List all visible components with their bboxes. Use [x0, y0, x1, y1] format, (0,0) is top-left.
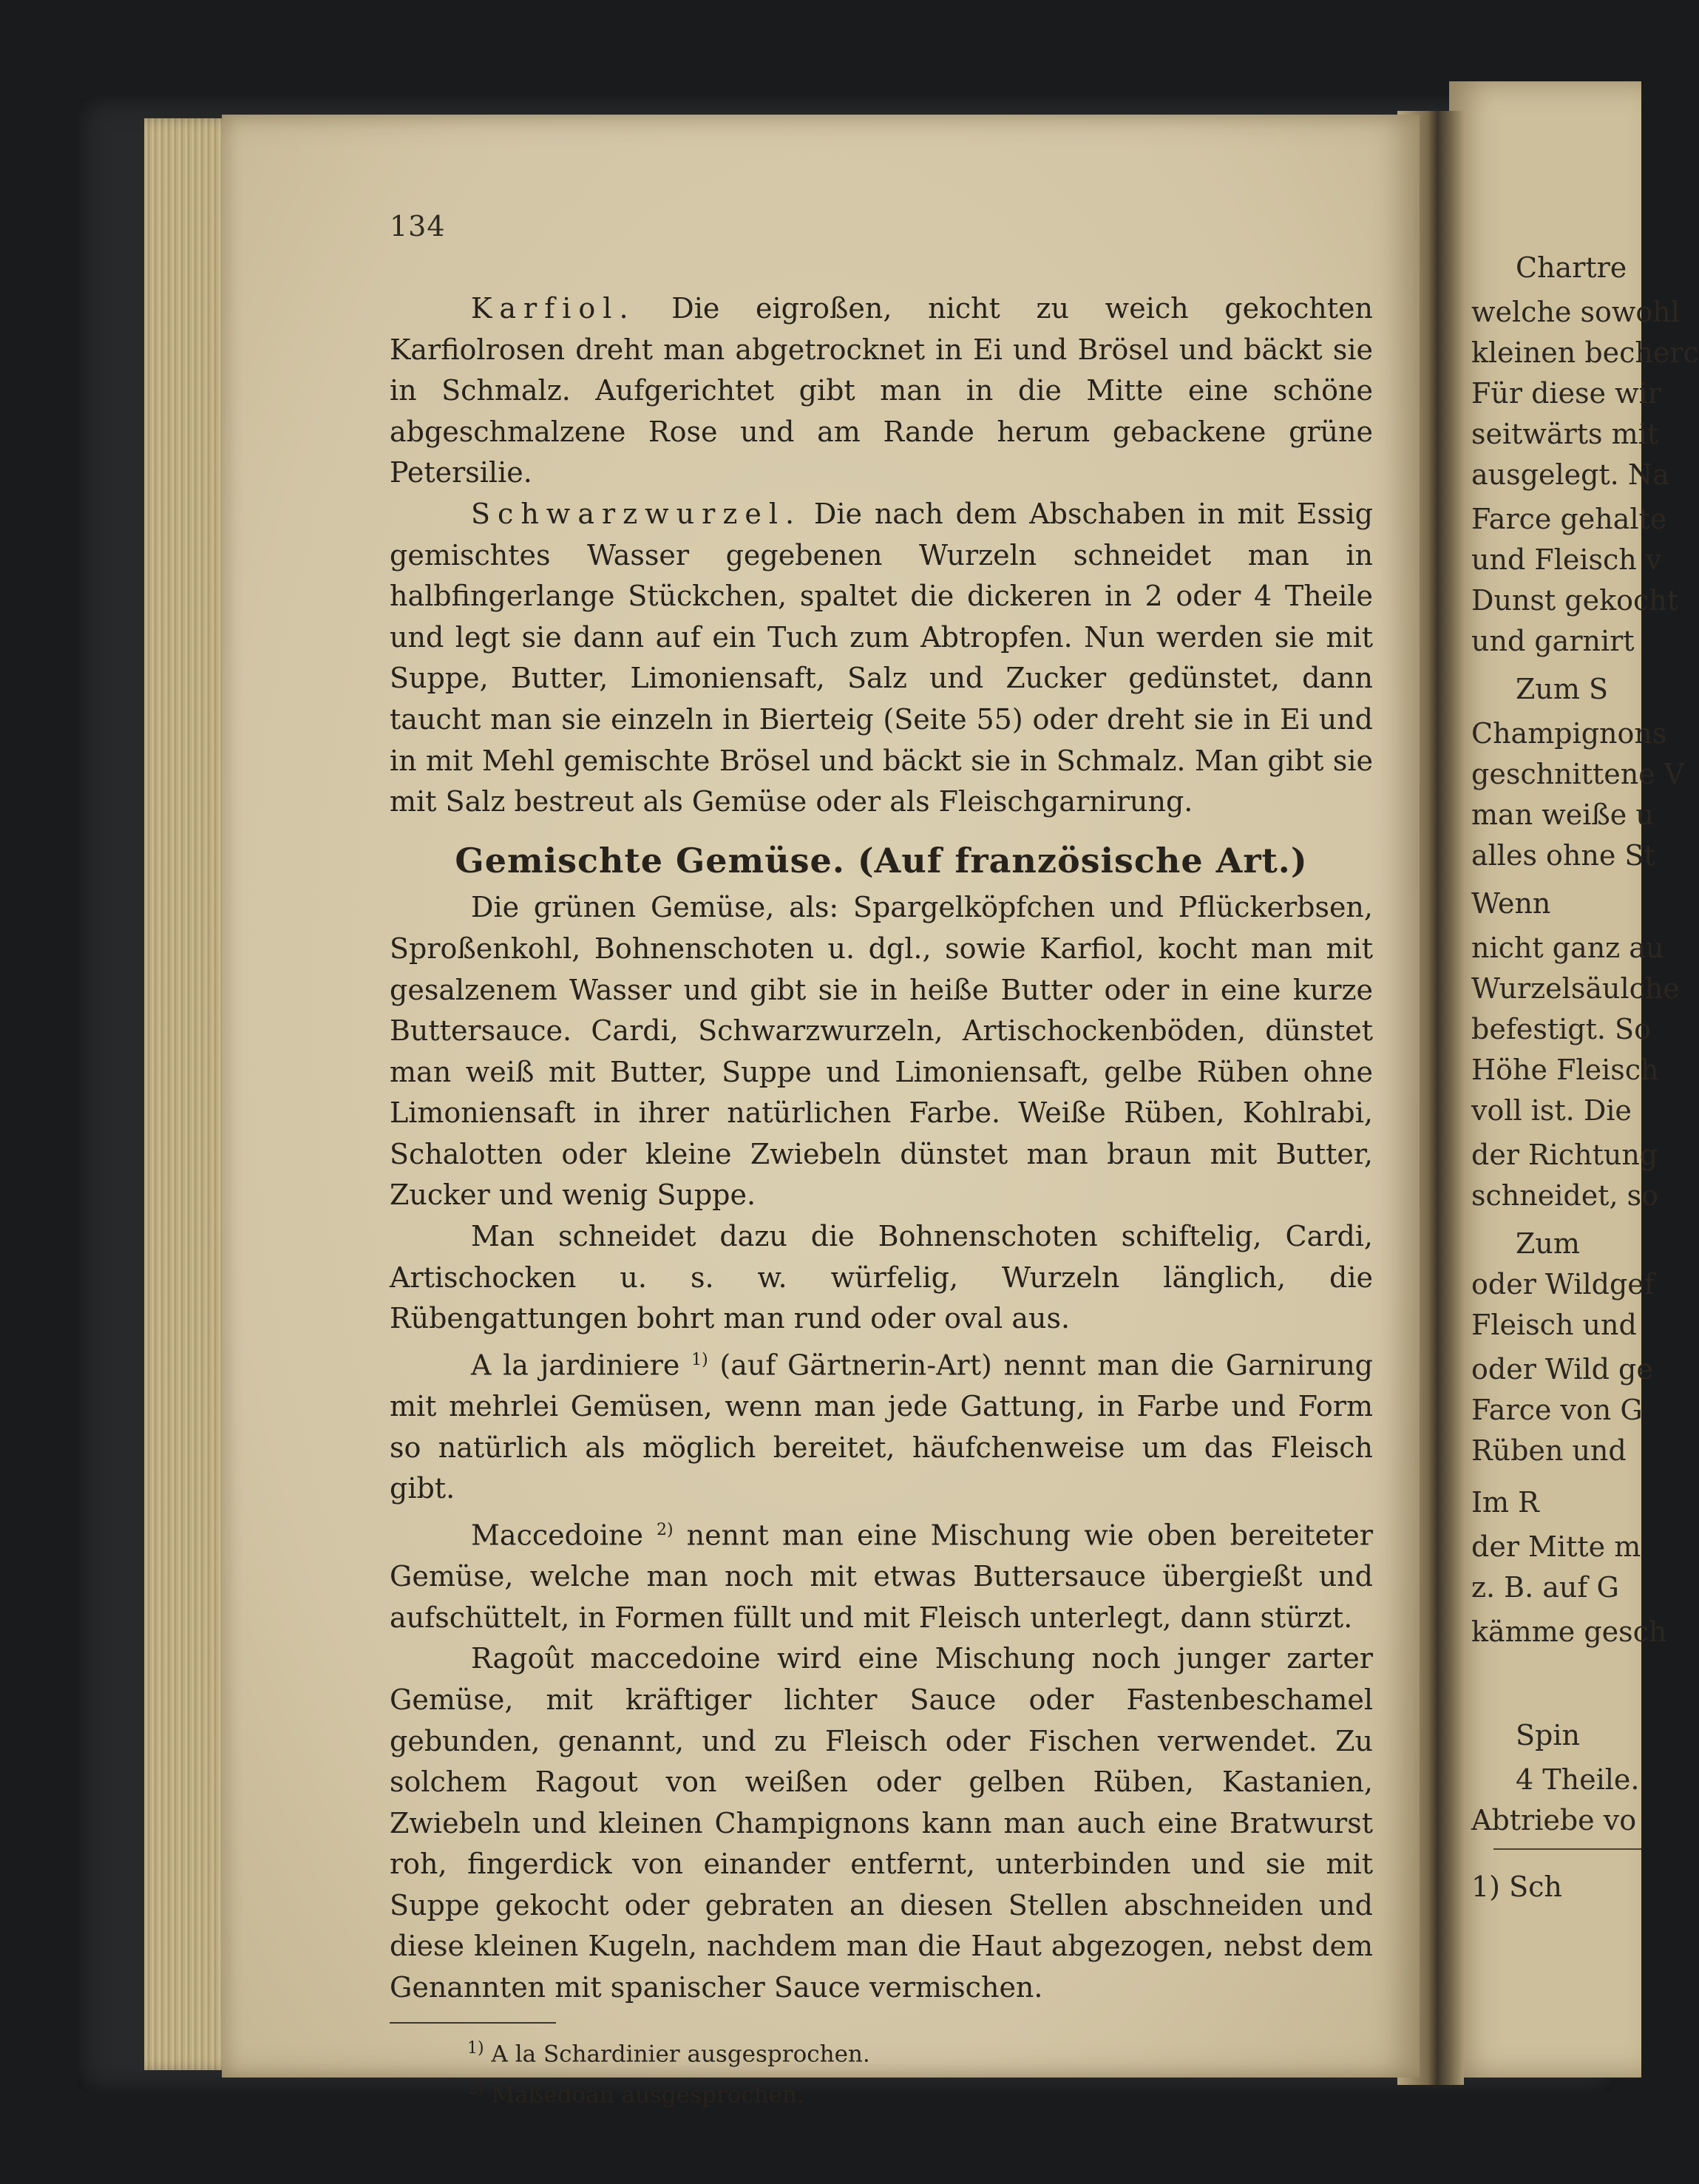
- right-page-line: der Mitte m: [1471, 1530, 1641, 1563]
- right-page-line: Wurzelsäulche: [1471, 972, 1680, 1005]
- paragraph-text: (auf Gärtnerin-Art) nennt man die Garnirung mit mehrlei Gemüsen, wenn man jede Gattung, in Farbe und Form so natürlich als möglich bereitet, häufchenweise um das Fleisch gibt.: [390, 1349, 1373, 1505]
- right-page-line: Farce gehalte: [1471, 503, 1667, 535]
- right-page-line: kämme gesch: [1471, 1615, 1667, 1648]
- right-page-line: Fleisch und: [1471, 1309, 1637, 1341]
- right-page-line: Wenn: [1471, 887, 1551, 920]
- term-ragout: Ragoût maccedoine: [471, 1642, 761, 1675]
- right-page-line: man weiße u: [1471, 798, 1654, 831]
- paragraph-text: nennt man eine Mischung wie oben bereiteter Gemüse, welche man noch mit etwas Buttersauce übergießt und aufschüttelt, in Formen füllt und mit Fleisch unterlegt, dann stürzt.: [390, 1519, 1373, 1634]
- right-page-line: der Richtung: [1471, 1139, 1658, 1171]
- footnote-ref-2: 2): [656, 1520, 674, 1539]
- paragraph-text: Die eigroßen, nicht zu weich gekochten Karfiolrosen dreht man abgetrocknet in Ei und Brösel und bäckt sie in Schmalz. Aufgerichtet gibt man in die Mitte eine schöne abgeschmalzene Rose und am Rande herum gebackene grüne Petersilie.: [390, 292, 1373, 489]
- right-page-line: Abtriebe vo: [1471, 1804, 1637, 1837]
- page-number: 134: [390, 210, 446, 243]
- right-page-line: oder Wildgef: [1471, 1268, 1655, 1300]
- right-page-line: Zum S: [1516, 673, 1609, 705]
- right-page: [1449, 81, 1699, 2078]
- term-macedoine: Maccedoine: [471, 1519, 643, 1552]
- right-page-line: Zum: [1516, 1227, 1580, 1260]
- right-page-line: schneidet, so: [1471, 1179, 1658, 1212]
- right-page-line: geschnittene V: [1471, 758, 1685, 790]
- right-page-line: Chartre: [1516, 251, 1627, 284]
- footnote-ref-1: 1): [691, 1350, 708, 1369]
- right-page-line: 1) Sch: [1471, 1871, 1562, 1903]
- paragraph-jardiniere: [390, 1340, 1373, 1510]
- right-page-line: Für diese wir: [1471, 377, 1661, 410]
- right-page-line: Höhe Fleisch: [1471, 1054, 1659, 1086]
- term-jardiniere: A la jardiniere: [471, 1349, 680, 1382]
- paragraph-ragout: [390, 1638, 1373, 2008]
- paragraph-text: wird eine Mischung noch junger zarter Gemüse, mit kräftiger lichter Sauce oder Fastenbeschamel gebunden, genannt, und zu Fleisch oder Fischen verwendet. Zu solchem Ragout von weißen oder gelben Rüben, Kastanien, Zwiebeln und kleinen Champignons kann man auch eine Bratwurst roh, fingerdick von einander entfernt, unterbinden und sie mit Suppe gekocht oder gebraten an diesen Stellen abschneiden und diese kleinen Kugeln, nachdem man die Haut abgezogen, nebst dem Genannten mit spanischer Sauce vermischen.: [390, 1642, 1373, 2004]
- right-page-line: befestigt. So: [1471, 1013, 1651, 1045]
- right-page-line: und garnirt: [1471, 625, 1635, 657]
- term-karfiol: Karfiol.: [471, 292, 636, 325]
- footnote-mark: 2): [467, 2079, 484, 2098]
- term-schwarzwurzel: Schwarzwurzel.: [471, 497, 802, 530]
- right-page-line: alles ohne St: [1471, 839, 1655, 872]
- paragraph-text: Die nach dem Abschaben in mit Essig gemischtes Wasser gegebenen Wurzeln schneidet man in halbfingerlange Stückchen, spaltet die dickeren in 2 oder 4 Theile und legt sie dann auf ein Tuch zum Abtropfen. Nun werden sie mit Suppe, Butter, Limoniensaft, Salz und Zucker gedünstet, dann taucht man sie einzeln in Bierteig (Seite 55) oder dreht sie in Ei und in mit Mehl gemischte Brösel und bäckt sie in Schmalz. Man gibt sie mit Salz bestreut als Gemüse oder als Fleischgarnirung.: [390, 497, 1373, 818]
- right-page-line: welche sowohl: [1471, 296, 1680, 328]
- paragraph-schneiden: Man schneidet dazu die Bohnenschoten schiftelig, Cardi, Artischocken u. s. w. würfelig, Wurzeln länglich, die Rübengattungen bohrt man rund oder oval aus.: [390, 1220, 1373, 1335]
- footnote-text: A la Schardinier ausgesprochen.: [491, 2040, 870, 2067]
- footnote-text: Maßedoan ausgesprochen.: [491, 2081, 804, 2109]
- right-page-line: seitwärts mit: [1471, 418, 1659, 450]
- page-body: [390, 288, 1373, 2112]
- right-page-line: Spin: [1516, 1719, 1580, 1751]
- right-page-line: 4 Theile.: [1516, 1763, 1640, 1796]
- right-page-line: kleinen becherc: [1471, 336, 1699, 369]
- paragraph-macedoine: [390, 1510, 1373, 1638]
- paragraph-gemuese: Die grünen Gemüse, als: Spargelköpfchen und Pflückerbsen, Sproßenkohl, Bohnenschoten u. dgl., sowie Karfiol, kocht man mit gesalzenem Wasser und gibt sie in heiße Butter oder in eine kurze Buttersauce. Cardi, Schwarzwurzeln, Artischockenböden, dünstet man weiß mit Butter, Suppe und Limoniensaft, gelbe Rüben ohne Limoniensaft in ihrer natürlichen Farbe. Weiße Rüben, Kohlrabi, Schalotten oder kleine Zwiebeln dünstet man braun mit Butter, Zucker und wenig Suppe.: [390, 891, 1373, 1212]
- right-page-line: nicht ganz au: [1471, 932, 1664, 964]
- footnote-divider: [390, 2022, 556, 2024]
- right-page-line: ausgelegt. Na: [1471, 458, 1669, 491]
- footnote-2: [390, 2072, 1373, 2112]
- right-page-line: oder Wild ge: [1471, 1353, 1653, 1386]
- right-page-line: und Fleisch v: [1471, 543, 1662, 576]
- section-heading: Gemischte Gemüse. (Auf französische Art.): [455, 840, 1308, 881]
- right-page-line: Dunst gekocht: [1471, 584, 1679, 617]
- right-page-line: z. B. auf G: [1471, 1571, 1619, 1604]
- footnote-1: [390, 2031, 1373, 2072]
- right-page-line: Im R: [1471, 1486, 1539, 1519]
- right-page-line: Farce von G: [1471, 1394, 1643, 1426]
- right-page-line: Rüben und: [1471, 1434, 1627, 1467]
- paragraph-karfiol: [390, 288, 1373, 494]
- right-page-line: Champignons: [1471, 717, 1667, 750]
- right-page-line: voll ist. Die: [1471, 1094, 1632, 1127]
- paragraph-schwarzwurzel: [390, 494, 1373, 823]
- right-page-footnote-rule: [1493, 1848, 1641, 1850]
- footnote-mark: 1): [467, 2038, 484, 2058]
